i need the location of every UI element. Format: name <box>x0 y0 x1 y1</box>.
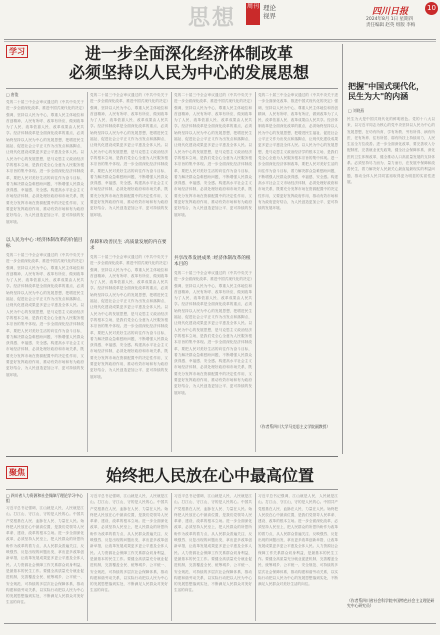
header-rule-thin <box>4 41 436 42</box>
article2-col-1: 习近平总书记强调，江山就是人民，人民就是江山。打江山、守江山，守的是人民的心。中国共产党根基在人民、血脉在人民、力量在人民。始终把人民放在心中最高位置，是我们党领导人民革命、建设、改革的根本立场。进一步全面深化改革，必须坚持人民至上，把人民群众的所思所盼作为改革的着力点，从人民群众普遍关注、反映强烈、反复出现的问题出发，拿出更多改革创新举措，让改革发展成果更多更公平惠及全体人民。人力资源社会保障工作关系群众切身利益，是最基本的民生工作。要健全高质量充分就业促进机制，完善覆盖全民、统筹城乡、公平统一、安全规范、可持续的多层次社会保障体系，推动构建和谐劳动关系，以实际行动把以人民为中心的发展思想落到实处，不断满足人民群众对美好生活的向往。 <box>6 506 84 605</box>
section-title: 思想 <box>188 6 237 31</box>
article2-headline-rule <box>6 489 338 490</box>
article1-col-2: 党的二十届三中全会审议通过的《中共中央关于进一步全面深化改革、推进中国式现代化的决定》强调，坚持以人民为中心，尊重人民主体地位和首创精神，人民有所呼、改革有所应，做到改革为了人民、改革依靠人民、改革成果由人民共享。经济体制改革是全面深化改革的重点，必须始终坚持以人民为中心的发展思想，把增进民生福祉、促进社会公平正义作为出发点和落脚点，让现代化建设成果更多更公平惠及全体人民。以人民为中心的发展思想，是马克思主义政治经济学的根本立场，是我们党全心全意为人民服务根本宗旨的集中体现。进一步全面深化经济体制改革，要把人民对美好生活的向往作为奋斗目标，着力解决群众急难愁盼问题，不断增强人民群众获得感、幸福感、安全感。构建高水平社会主义市场经济体制，必须处理好政府和市场关系，既要充分发挥市场在资源配置中的决定性作用，又要更好发挥政府作用，推动有效市场和有为政府更好结合，为人民创造更加公平、更可持续的发展环境。 <box>90 93 168 217</box>
article1-badge: 学习 <box>6 45 28 58</box>
article2-col-4: 习近平总书记强调，江山就是人民，人民就是江山。打江山、守江山，守的是人民的心。中国共产党根基在人民、血脉在人民、力量在人民。始终把人民放在心中最高位置，是我们党领导人民革命、建设、改革的根本立场。进一步全面深化改革，必须坚持人民至上，把人民群众的所思所盼作为改革的着力点，从人民群众普遍关注、反映强烈、反复出现的问题出发，拿出更多改革创新举措，让改革发展成果更多更公平惠及全体人民。人力资源社会保障工作关系群众切身利益，是最基本的民生工作。要健全高质量充分就业促进机制，完善覆盖全民、统筹城乡、公平统一、安全规范、可持续的多层次社会保障体系，推动构建和谐劳动关系，以实际行动把以人民为中心的发展思想落到实处，不断满足人民群众对美好生活的向往。 <box>258 494 338 587</box>
article1-byline: □ 唐俊 <box>6 92 19 97</box>
article2-headline: 始终把人民放在心中最高位置 <box>105 466 314 485</box>
sidebar-author-note: （作者系四川省社会科学院中国特色社会主义理论研究中心研究员） <box>347 598 435 608</box>
article2-badge: 聚焦 <box>6 466 28 479</box>
column-divider <box>87 493 88 621</box>
article1-headline-line-2: 必须坚持以人民为中心的发展思想 <box>68 63 309 82</box>
header-rule <box>4 39 436 40</box>
section-sub <box>263 4 276 20</box>
page-number: 10 <box>425 2 438 15</box>
article1-author-note: （作者系四川大学马克思主义学院副教授） <box>258 424 331 429</box>
sidebar-title <box>348 82 434 102</box>
article1-headline <box>44 44 334 82</box>
column-divider <box>87 92 88 452</box>
article1-col-4: 党的二十届三中全会审议通过的《中共中央关于进一步全面深化改革、推进中国式现代化的决定》强调，坚持以人民为中心，尊重人民主体地位和首创精神，人民有所呼、改革有所应，做到改革为了人民、改革依靠人民、改革成果由人民共享。经济体制改革是全面深化改革的重点，必须始终坚持以人民为中心的发展思想，把增进民生福祉、促进社会公平正义作为出发点和落脚点，让现代化建设成果更多更公平惠及全体人民。以人民为中心的发展思想，是马克思主义政治经济学的根本立场，是我们党全心全意为人民服务根本宗旨的集中体现。进一步全面深化经济体制改革，要把人民对美好生活的向往作为奋斗目标，着力解决群众急难愁盼问题，不断增强人民群众获得感、幸福感、安全感。构建高水平社会主义市场经济体制，必须处理好政府和市场关系，既要充分发挥市场在资源配置中的决定性作用，又要更好发挥政府作用，推动有效市场和有为政府更好结合，为人民创造更加公平、更可持续的发展环境。 <box>258 93 338 211</box>
article1-col-3b: 党的二十届三中全会审议通过的《中共中央关于进一步全面深化改革、推进中国式现代化的决定》强调，坚持以人民为中心，尊重人民主体地位和首创精神，人民有所呼、改革有所应，做到改革为了人民、改革依靠人民、改革成果由人民共享。经济体制改革是全面深化改革的重点，必须始终坚持以人民为中心的发展思想，把增进民生福祉、促进社会公平正义作为出发点和落脚点，让现代化建设成果更多更公平惠及全体人民。以人民为中心的发展思想，是马克思主义政治经济学的根本立场，是我们党全心全意为人民服务根本宗旨的集中体现。进一步全面深化经济体制改革，要把人民对美好生活的向往作为奋斗目标，着力解决群众急难愁盼问题，不断增强人民群众获得感、幸福感、安全感。构建高水平社会主义市场经济体制，必须处理好政府和市场关系，既要充分发挥市场在资源配置中的决定性作用，又要更好发挥政府作用，推动有效市场和有为政府更好结合，为人民创造更加公平、更可持续的发展环境。 <box>174 271 252 395</box>
article1-subhead-1: 以人民为中心 :经济体制改革的价值目标 <box>6 238 83 249</box>
sidebar-divider <box>342 44 343 454</box>
article2-col-2: 习近平总书记强调，江山就是人民，人民就是江山。打江山、守江山，守的是人民的心。中国共产党根基在人民、血脉在人民、力量在人民。始终把人民放在心中最高位置，是我们党领导人民革命、建设、改革的根本立场。进一步全面深化改革，必须坚持人民至上，把人民群众的所思所盼作为改革的着力点，从人民群众普遍关注、反映强烈、反复出现的问题出发，拿出更多改革创新举措，让改革发展成果更多更公平惠及全体人民。人力资源社会保障工作关系群众切身利益，是最基本的民生工作。要健全高质量充分就业促进机制，完善覆盖全民、统筹城乡、公平统一、安全规范、可持续的多层次社会保障体系，推动构建和谐劳动关系，以实际行动把以人民为中心的发展思想落到实处，不断满足人民群众对美好生活的向往。 <box>90 494 168 593</box>
column-divider <box>171 92 172 452</box>
section-sub-line-1: 理论 <box>263 4 276 12</box>
sidebar-title-line-1: 把握"中国式现代化， <box>348 82 425 91</box>
column-divider <box>255 92 256 452</box>
column-divider <box>171 493 172 621</box>
article1-col-1b: 党的二十届三中全会审议通过的《中共中央关于进一步全面深化改革、推进中国式现代化的决定》强调，坚持以人民为中心，尊重人民主体地位和首创精神，人民有所呼、改革有所应，做到改革为了人民、改革依靠人民、改革成果由人民共享。经济体制改革是全面深化改革的重点，必须始终坚持以人民为中心的发展思想，把增进民生福祉、促进社会公平正义作为出发点和落脚点，让现代化建设成果更多更公平惠及全体人民。以人民为中心的发展思想，是马克思主义政治经济学的根本立场，是我们党全心全意为人民服务根本宗旨的集中体现。进一步全面深化经济体制改革，要把人民对美好生活的向往作为奋斗目标，着力解决群众急难愁盼问题，不断增强人民群众获得感、幸福感、安全感。构建高水平社会主义市场经济体制，必须处理好政府和市场关系，既要充分发挥市场在资源配置中的决定性作用，又要更好发挥政府作用，推动有效市场和有为政府更好结合，为人民创造更加公平、更可持续的发展环境。 <box>6 253 84 377</box>
article1-col-3: 党的二十届三中全会审议通过的《中共中央关于进一步全面深化改革、推进中国式现代化的决定》强调，坚持以人民为中心，尊重人民主体地位和首创精神，人民有所呼、改革有所应，做到改革为了人民、改革依靠人民、改革成果由人民共享。经济体制改革是全面深化改革的重点，必须始终坚持以人民为中心的发展思想，把增进民生福祉、促进社会公平正义作为出发点和落脚点，让现代化建设成果更多更公平惠及全体人民。以人民为中心的发展思想，是马克思主义政治经济学的根本立场，是我们党全心全意为人民服务根本宗旨的集中体现。进一步全面深化经济体制改革，要把人民对美好生活的向往作为奋斗目标，着力解决群众急难愁盼问题，不断增强人民群众获得感、幸福感、安全感。构建高水平社会主义市场经济体制，必须处理好政府和市场关系，既要充分发挥市场在资源配置中的决定性作用，又要更好发挥政府作用，推动有效市场和有为政府更好结合，为人民创造更加公平、更可持续的发展环境。 <box>174 93 252 217</box>
section-tag: 周刊 <box>246 3 260 25</box>
article2-col-3: 习近平总书记强调，江山就是人民，人民就是江山。打江山、守江山，守的是人民的心。中国共产党根基在人民、血脉在人民、力量在人民。始终把人民放在心中最高位置，是我们党领导人民革命、建设、改革的根本立场。进一步全面深化改革，必须坚持人民至上，把人民群众的所思所盼作为改革的着力点，从人民群众普遍关注、反映强烈、反复出现的问题出发，拿出更多改革创新举措，让改革发展成果更多更公平惠及全体人民。人力资源社会保障工作关系群众切身利益，是最基本的民生工作。要健全高质量充分就业促进机制，完善覆盖全民、统筹城乡、公平统一、安全规范、可持续的多层次社会保障体系，推动构建和谐劳动关系，以实际行动把以人民为中心的发展思想落到实处，不断满足人民群众对美好生活的向往。 <box>174 494 252 593</box>
footer-rule <box>4 623 436 624</box>
section-sub-line-2: 视界 <box>263 12 276 20</box>
page-header <box>0 0 440 40</box>
article1-subhead-3: 共享改革发展成果 :经济体制改革的根本目的 <box>174 256 251 267</box>
article2-top-rule <box>6 456 338 457</box>
article1-subhead-2: 保障和改善民生 :高质量发展的内在要求 <box>90 240 167 251</box>
date-line-1: 2024年8月 1日 星期四 <box>366 17 414 22</box>
date-line-2: 责任编辑 赵英 组版 李梅 <box>366 23 416 28</box>
article1-headline-rule <box>6 88 338 89</box>
sidebar-title-line-2: 民生为大"的内涵 <box>348 92 409 101</box>
newspaper-name: 四川日报 <box>372 7 409 17</box>
article1-headline-line-1: 进一步全面深化经济体制改革 <box>84 44 293 63</box>
date-line <box>366 17 415 29</box>
article1-col-1: 党的二十届三中全会审议通过的《中共中央关于进一步全面深化改革、推进中国式现代化的决定》强调，坚持以人民为中心，尊重人民主体地位和首创精神，人民有所呼、改革有所应，做到改革为了人民、改革依靠人民、改革成果由人民共享。经济体制改革是全面深化改革的重点，必须始终坚持以人民为中心的发展思想，把增进民生福祉、促进社会公平正义作为出发点和落脚点，让现代化建设成果更多更公平惠及全体人民。以人民为中心的发展思想，是马克思主义政治经济学的根本立场，是我们党全心全意为人民服务根本宗旨的集中体现。进一步全面深化经济体制改革，要把人民对美好生活的向往作为奋斗目标，着力解决群众急难愁盼问题，不断增强人民群众获得感、幸福感、安全感。构建高水平社会主义市场经济体制，必须处理好政府和市场关系，既要充分发挥市场在资源配置中的决定性作用，又要更好发挥政府作用，推动有效市场和有为政府更好结合，为人民创造更加公平、更可持续的发展环境。 <box>6 100 84 224</box>
sidebar-body: 民生为大是中国式现代化的鲜明底色。党的十八大以来，以习近平同志为核心的党中央坚持以人民为中心的发展思想，在幼有所育、学有所教、劳有所得、病有所医、老有所养、住有所居、弱有所扶上持续用力，人民生活全方位改善。进一步全面深化改革，要完善收入分配制度，完善就业优先政策，健全社会保障体系，深化医药卫生体制改革，健全推动人口高质量发展的支持体系。必须坚持尽力而为、量力而行，在发展中保障和改善民生，着力解决好人民最关心最直接最现实的利益问题，推动全体人民共同富裕取得更为明显的实质性进展。 <box>347 117 435 184</box>
column-divider <box>255 493 256 621</box>
sidebar-byline: □ 刘晓燕 <box>348 108 365 113</box>
article2-byline: □ 四川省人力资源和社会保障厅理论学习中心组 <box>6 493 83 503</box>
article1-col-2b: 党的二十届三中全会审议通过的《中共中央关于进一步全面深化改革、推进中国式现代化的决定》强调，坚持以人民为中心，尊重人民主体地位和首创精神，人民有所呼、改革有所应，做到改革为了人民、改革依靠人民、改革成果由人民共享。经济体制改革是全面深化改革的重点，必须始终坚持以人民为中心的发展思想，把增进民生福祉、促进社会公平正义作为出发点和落脚点，让现代化建设成果更多更公平惠及全体人民。以人民为中心的发展思想，是马克思主义政治经济学的根本立场，是我们党全心全意为人民服务根本宗旨的集中体现。进一步全面深化经济体制改革，要把人民对美好生活的向往作为奋斗目标，着力解决群众急难愁盼问题，不断增强人民群众获得感、幸福感、安全感。构建高水平社会主义市场经济体制，必须处理好政府和市场关系，既要充分发挥市场在资源配置中的决定性作用，又要更好发挥政府作用，推动有效市场和有为政府更好结合，为人民创造更加公平、更可持续的发展环境。 <box>90 255 168 379</box>
